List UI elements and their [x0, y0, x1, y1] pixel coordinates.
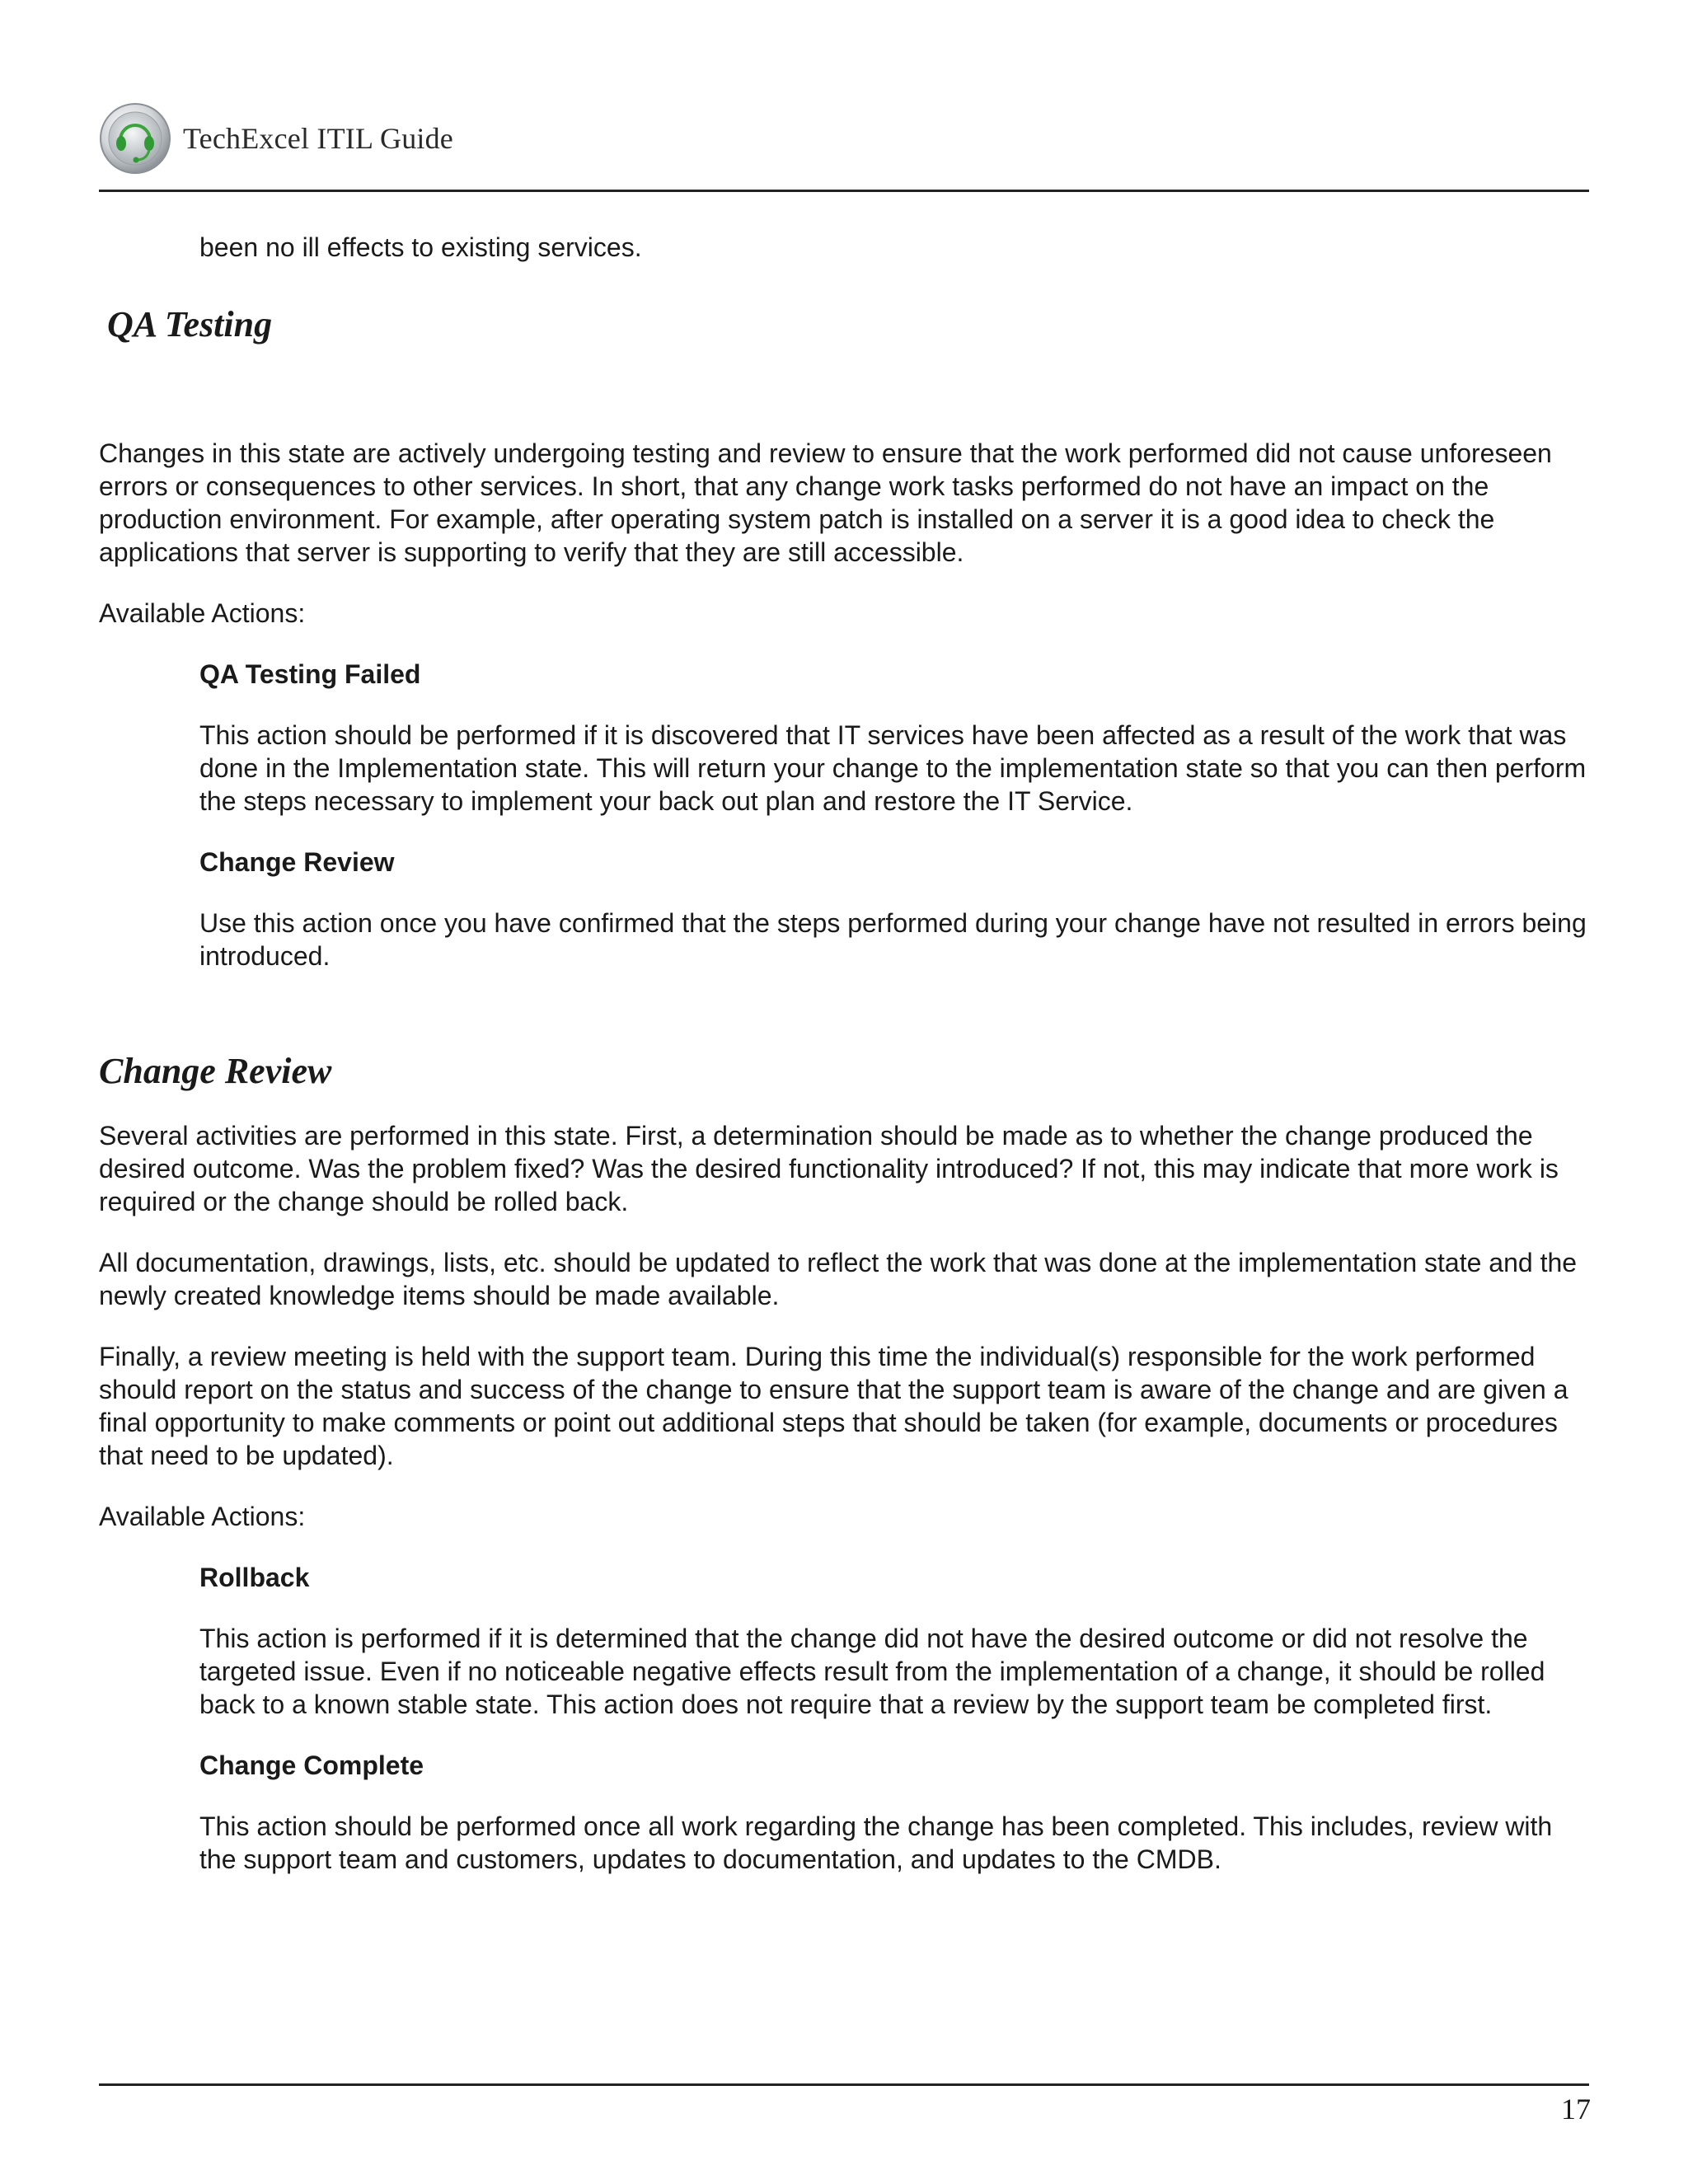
change-review-paragraph: Several activities are performed in this state. First, a determination should be made as to whether the change produced the desired outcome. Was the problem fixed? Was the desired functionality introduced? If not, this may indicate that more work is required or the change should be rolled back.	[99, 1121, 1559, 1216]
page-content	[99, 231, 1591, 1904]
page-header	[99, 97, 453, 180]
action-description-change-review: Use this action once you have confirmed that the steps performed during your change have not resulted in errors being introduced.	[199, 908, 1587, 971]
section-heading-qa-testing: QA Testing	[107, 304, 273, 344]
action-name-rollback: Rollback	[199, 1563, 310, 1592]
action-name-change-complete: Change Complete	[199, 1750, 424, 1780]
change-review-paragraph: All documentation, drawings, lists, etc. should be updated to reflect the work that was done at the implementation state and the newly created knowledge items should be made available.	[99, 1248, 1578, 1310]
section-heading-change-review: Change Review	[99, 1051, 332, 1091]
action-description-change-complete: This action should be performed once all work regarding the change has been completed. This includes, review with the support team and customers, updates to documentation, and updates to the CMDB.	[199, 1811, 1553, 1874]
qa-testing-body: Changes in this state are actively undergoing testing and review to ensure that the work performed did not cause unforeseen errors or consequences to other services. In short, that any change work tasks performed do not have an impact on the production environment. For example, after operating system patch is installed on a server it is a good idea to check the applications that server is supporting to verify that they are still accessible.	[99, 438, 1552, 567]
action-name-change-review: Change Review	[199, 847, 395, 877]
change-review-paragraph: Finally, a review meeting is held with the support team. During this time the individual(s) responsible for the work performed should report on the status and success of the change to ensure that the support team is aware of the change and are given a final opportunity to make comments or point out additional steps that should be taken (for example, documents or procedures that need to be updated).	[99, 1342, 1568, 1470]
page-number: 17	[1561, 2093, 1591, 2125]
guide-title: TechExcel ITIL Guide	[183, 122, 453, 155]
available-actions-label: Available Actions:	[99, 598, 306, 628]
footer-rule	[99, 2083, 1589, 2086]
header-rule	[99, 190, 1589, 192]
action-name-qa-testing-failed: QA Testing Failed	[199, 659, 421, 689]
action-description-rollback: This action is performed if it is determined that the change did not have the desired outcome or did not resolve the targeted issue. Even if no noticeable negative effects result from the implementation of a change, it should be rolled back to a known stable state. This action does not require that a review by the support team be completed first.	[199, 1624, 1545, 1719]
available-actions-label: Available Actions:	[99, 1502, 306, 1531]
action-description-qa-testing-failed: This action should be performed if it is discovered that IT services have been affected as a result of the work that was done in the Implementation state. This will return your change to the implementation state so that you can then perform the steps necessary to implement your back out plan and restore the IT Service.	[199, 720, 1587, 816]
headset-globe-icon	[99, 102, 171, 175]
continuation-text: been no ill effects to existing services.	[199, 232, 642, 262]
